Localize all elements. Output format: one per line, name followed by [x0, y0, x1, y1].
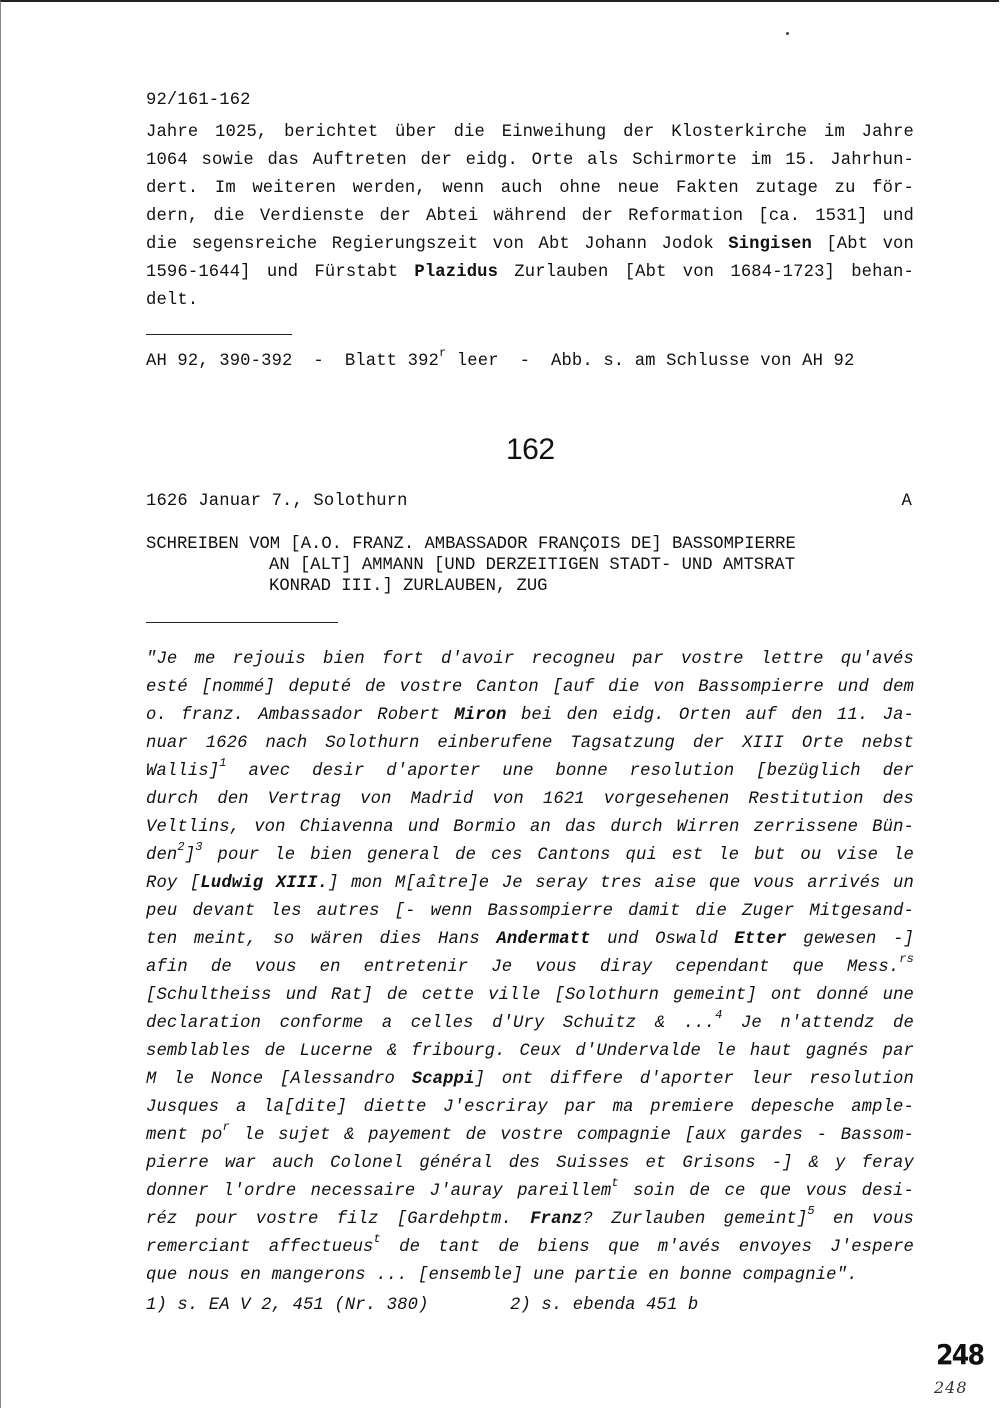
superscript: r: [222, 1120, 230, 1135]
intro-line-6: [146, 259, 914, 287]
body-line-19: pierre war auch Colonel général des Suisses et Grisons -] & y feray: [146, 1154, 914, 1173]
text-segment: réz pour vostre filz [Gardehptm.: [146, 1210, 531, 1229]
name-franz: Franz: [530, 1210, 583, 1229]
body-line-1: "Je me rejouis bien fort d'avoir recogneu par vostre lettre qu'avés: [146, 650, 914, 669]
text-segment: declaration conforme a celles d'Ury Schuitz & ...: [146, 1014, 716, 1033]
handwritten-page-number: 248: [936, 1338, 984, 1371]
body-line-3: [146, 702, 914, 730]
body-line-20: [146, 1178, 914, 1206]
superscript: rs: [899, 952, 914, 967]
intro-line-3: dert. Im weiteren werden, wenn auch ohne neue Fakten zutage zu för-: [146, 179, 914, 198]
text-segment: avec desir d'aporter une bonne resolution [bezüglich der: [226, 762, 914, 781]
source-line: [146, 348, 914, 376]
text-segment: Zurlauben [Abt von 1684-1723] behan-: [498, 263, 914, 282]
date-place: 1626 Januar 7., Solothurn: [146, 492, 408, 511]
footnotes: [146, 1292, 914, 1320]
text-segment: AH 92, 390-392 - Blatt 392: [146, 352, 439, 371]
text-segment: o. franz. Ambassador Robert: [146, 706, 455, 725]
text-segment: ]: [184, 846, 196, 865]
source-block: [146, 348, 914, 376]
footnote-ref: 3: [195, 840, 203, 855]
body-line-11: [146, 926, 914, 954]
divider-rule: [146, 334, 292, 335]
text-segment: 1596-1644] und Fürstabt: [146, 263, 415, 282]
text-segment: ment po: [146, 1126, 223, 1145]
text-segment: die segensreiche Regierungszeit von Abt Johann Jodok: [146, 235, 729, 254]
handwritten-page-number-small: 248: [934, 1378, 968, 1397]
body-line-18: [146, 1122, 914, 1150]
body-line-8: [146, 842, 914, 870]
text-segment: leer - Abb. s. am Schlusse von AH 92: [446, 352, 855, 371]
text-segment: den: [146, 846, 178, 865]
text-segment: ten meint, so wären dies Hans: [146, 930, 497, 949]
name-singisen: Singisen: [728, 235, 812, 254]
text-segment: bei den eidg. Orten auf den 11. Ja-: [506, 706, 915, 725]
body-line-4: nuar 1626 nach Solothurn einberufene Tagsatzung der XIII Orte nebst: [146, 734, 914, 753]
footnote-ref: 2: [177, 840, 185, 855]
body-line-15: semblables de Lucerne & fribourg. Ceux d'Undervalde le haut gagnés par: [146, 1042, 914, 1061]
superscript: t: [373, 1232, 381, 1247]
text-segment: pour le bien general de ces Cantons qui est le but ou vise le: [202, 846, 914, 865]
name-ludwig: Ludwig XIII.: [200, 874, 329, 893]
scan-speck: [786, 32, 789, 35]
text-segment: Je n'attendz de: [722, 1014, 914, 1033]
text-segment: donner l'ordre necessaire J'auray pareillem: [146, 1182, 612, 1201]
body-line-5: [146, 758, 914, 786]
document-heading: [146, 534, 914, 597]
date-place-block: [146, 488, 914, 516]
text-segment: ] ont differe d'aporter leur resolution: [474, 1070, 914, 1089]
text-segment: Roy [: [146, 874, 201, 893]
name-etter: Etter: [734, 930, 787, 949]
body-line-14: [146, 1010, 914, 1038]
name-plazidus: Plazidus: [414, 263, 499, 282]
footnote-ref: 5: [807, 1204, 815, 1219]
body-line-13: [Schultheiss und Rat] de cette ville [Solothurn gemeint] ont donné une: [146, 986, 914, 1005]
text-segment: M le Nonce [Alessandro: [146, 1070, 412, 1089]
name-miron: Miron: [454, 706, 507, 725]
body-line-6: durch den Vertrag von Madrid von 1621 vorgesehenen Restitution des: [146, 790, 914, 809]
name-andermatt: Andermatt: [496, 930, 591, 949]
heading-line-3: KONRAD III.] ZURLAUBEN, ZUG: [269, 577, 548, 596]
body-line-23: que nous en mangerons ... [ensemble] une partie en bonne compagnie".: [146, 1266, 858, 1285]
text-segment: soin de ce que vous desi-: [618, 1182, 914, 1201]
body-line-21: [146, 1206, 914, 1234]
footnote-2: 2) s. ebenda 451 b: [510, 1296, 699, 1315]
date-place-line: [146, 488, 914, 516]
page-reference-block: [146, 87, 914, 115]
body-line-22: [146, 1234, 914, 1262]
body-line-16: [146, 1066, 914, 1094]
text-segment: de tant de biens que m'avés envoyes J'espere: [380, 1238, 915, 1257]
intro-line-5: [146, 231, 914, 259]
letter-body: [146, 646, 914, 1290]
name-scappi: Scappi: [411, 1070, 475, 1089]
superscript: t: [611, 1176, 619, 1191]
text-segment: ] mon M[aître]e Je seray tres aise que vous arrivés un: [328, 874, 914, 893]
body-line-12: [146, 954, 914, 982]
intro-line-7: delt.: [146, 291, 199, 310]
footnote-ref: 4: [715, 1008, 723, 1023]
body-line-7: Veltlins, von Chiavenna und Bormio an das durch Wirren zerrissene Bün-: [146, 818, 914, 837]
document-type: A: [901, 492, 912, 511]
text-segment: ? Zurlauben gemeint]: [582, 1210, 808, 1229]
text-segment: afin de vous en entretenir Je vous diray cependant que Mess.: [146, 958, 900, 977]
document-number: 162: [506, 433, 555, 466]
footnote-line: [146, 1292, 914, 1320]
superscript: r: [439, 346, 447, 361]
intro-line-4: dern, die Verdienste der Abtei während der Reformation [ca. 1531] und: [146, 207, 914, 226]
body-line-17: Jusques a la[dite] diette J'escriray par ma premiere depesche ample-: [146, 1098, 914, 1117]
intro-line-1: Jahre 1025, berichtet über die Einweihung der Klosterkirche im Jahre: [146, 123, 914, 142]
text-segment: en vous: [814, 1210, 914, 1229]
body-line-2: esté [nommé] deputé de vostre Canton [auf die von Bassompierre und dem: [146, 678, 914, 697]
text-segment: le sujet & payement de vostre compagnie [aux gardes - Bassom-: [229, 1126, 914, 1145]
heading-line-2: AN [ALT] AMMANN [UND DERZEITIGEN STADT- UND AMTSRAT: [269, 556, 796, 575]
text-segment: [Abt von: [811, 235, 914, 254]
footnote-ref: 1: [219, 756, 227, 771]
heading-line-1: SCHREIBEN VOM [A.O. FRANZ. AMBASSADOR FRANÇOIS DE] BASSOMPIERRE: [146, 535, 796, 554]
text-segment: gewesen -]: [786, 930, 914, 949]
intro-line-2: 1064 sowie das Auftreten der eidg. Orte als Schirmorte im 15. Jahrhun-: [146, 151, 914, 170]
text-segment: Wallis]: [146, 762, 220, 781]
footnote-1: 1) s. EA V 2, 451 (Nr. 380): [146, 1296, 429, 1315]
page-reference: 92/161-162: [146, 91, 251, 110]
body-line-10: peu devant les autres [- wenn Bassompierre damit die Zuger Mitgesand-: [146, 902, 914, 921]
body-line-9: [146, 870, 914, 898]
text-segment: und Oswald: [590, 930, 735, 949]
text-segment: remerciant affectueus: [146, 1238, 374, 1257]
divider-rule: [146, 622, 338, 623]
intro-paragraph: [146, 119, 914, 315]
